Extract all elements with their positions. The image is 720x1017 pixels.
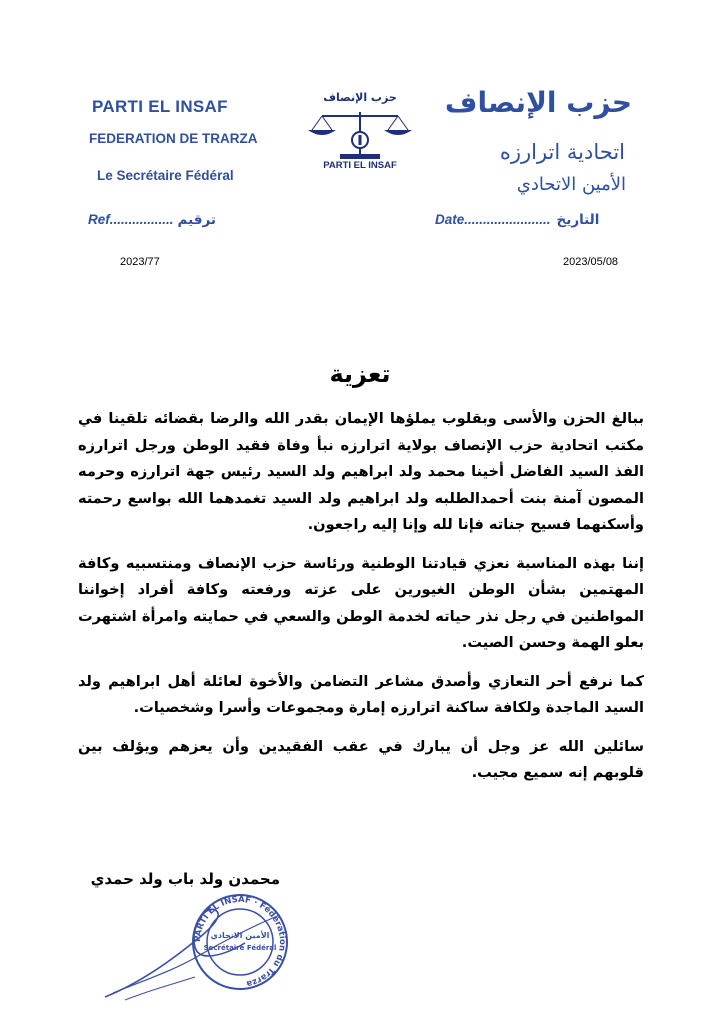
date-label-ar: التاريخ (556, 212, 600, 228)
party-name-fr: PARTI EL INSAF (92, 97, 228, 116)
date-label: Date....................... (435, 212, 551, 227)
ref-label: Ref................. (88, 212, 174, 227)
secretary-title-fr: Le Secrétaire Fédéral (97, 168, 234, 183)
paragraph: إننا بهذه المناسبة نعزي قيادتنا الوطنية ورئاسة حزب الإنصاف ومنتسبيه وكافة المهتمين بشأن الوطن الغيورين على عزته ورفعته وكافة أفراد إخواننا المواطنين في رجل نذر حياته لخدمة الوطن والسعي في حمايته وامرأة اشتهرت بعلو الهمة وحسن الصيت. (78, 554, 644, 651)
date-line (435, 212, 599, 228)
letter-body (78, 406, 644, 799)
date-value: 2023/05/08 (563, 256, 619, 268)
official-stamp-icon (190, 890, 290, 995)
stamp-ring-text: PARTI EL INSAF · Fédération du Trarza (192, 894, 288, 989)
paragraph: سائلين الله عز وجل أن يبارك في عقب الفقيدين وأن يعزهم ويؤلف بين قلوبهم إنه سميع مجيب. (78, 737, 644, 781)
letter-title: تعزية (329, 360, 391, 388)
ref-line (88, 212, 216, 228)
party-name-ar: حزب الإنصاف (444, 86, 632, 119)
federation-name-fr: FEDERATION DE TRARZA (89, 131, 258, 146)
logo-text-ar: حزب الإنصاف (323, 91, 397, 104)
ref-label-ar: ترقيم (177, 212, 216, 228)
stamp-center-fr: Secrétaire Fédéral (203, 944, 277, 952)
paragraph: ببالغ الحزن والأسى وبقلوب يملؤها الإيمان بقدر الله والرضا بقضائه تلقينا في مكتب اتحادية حزب الإنصاف بولاية اترارزه نبأ وفاة فقيد الوطن ورجل اترارزه الفذ السيد الفاضل أخينا محمد ولد ابراهيم ولد السيد رئيس جهة اترارزه وحرمه المصون آمنة بنت أحمدالطلبه ولد ابراهيم ولد السيد تغمدهما الله بواسع رحمته وأسكنهما فسيح جناته فإنا لله وإنا إليه راجعون. (78, 410, 644, 533)
secretary-title-ar: الأمين الاتحادي (516, 174, 626, 195)
stamp-center-ar: الأمين الاتحادي (210, 931, 270, 940)
logo-text-fr: PARTI EL INSAF (323, 160, 397, 171)
signer-name: محمدن ولد باب ولد حمدي (90, 870, 280, 888)
federation-name-ar: اتحادية اترارزه (499, 140, 625, 164)
ref-value: 2023/77 (120, 256, 160, 268)
paragraph: كما نرفع أحر التعازي وأصدق مشاعر التضامن والأخوة لعائلة أهل ابراهيم ولد السيد الماجدة ولكافة ساكنة اترارزه إمارة ومجموعات وأسرا وشخصيات. (78, 672, 644, 716)
